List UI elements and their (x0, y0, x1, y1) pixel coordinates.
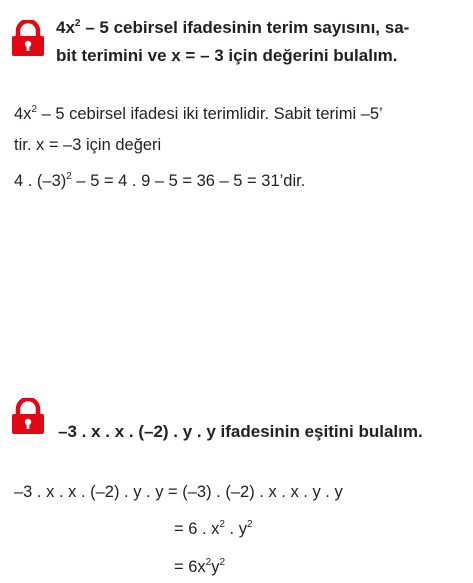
question-line-2: bit terimini ve x = – 3 için değerini bulalım. (56, 46, 398, 65)
question-line-1: $4x^2 - 5$ cebirsel ifadesinin terim sayısını, sa- (56, 18, 410, 37)
example1-question (56, 14, 466, 70)
example1-answer-line-1: $4x^2 - 5$ cebirsel ifadesi iki terimlidir. Sabit terimi –5’ (14, 104, 383, 123)
example1-answer-line-2: tir. x = –3 için değeri (14, 136, 162, 154)
example1-answer-line-3: 4 . $(-3)^2 - 5 = 4$ . 9 – 5 = 36 – 5 = 31’dir. (14, 171, 306, 190)
example2-step-2: = 6 . $x^2$ . $y^2$ (174, 519, 253, 538)
example2-question: –3 . x . x . (–2) . y . y ifadesinin eşitini bulalım. (58, 422, 423, 441)
lock-icon (11, 20, 45, 56)
example2-step-1: –3 . x . x . (–2) . y . y = (–3) . (–2) . x . x . y . y (14, 483, 343, 501)
lock-icon (11, 398, 45, 434)
example2-step-3: = $6x^2y^2$ (174, 557, 226, 576)
